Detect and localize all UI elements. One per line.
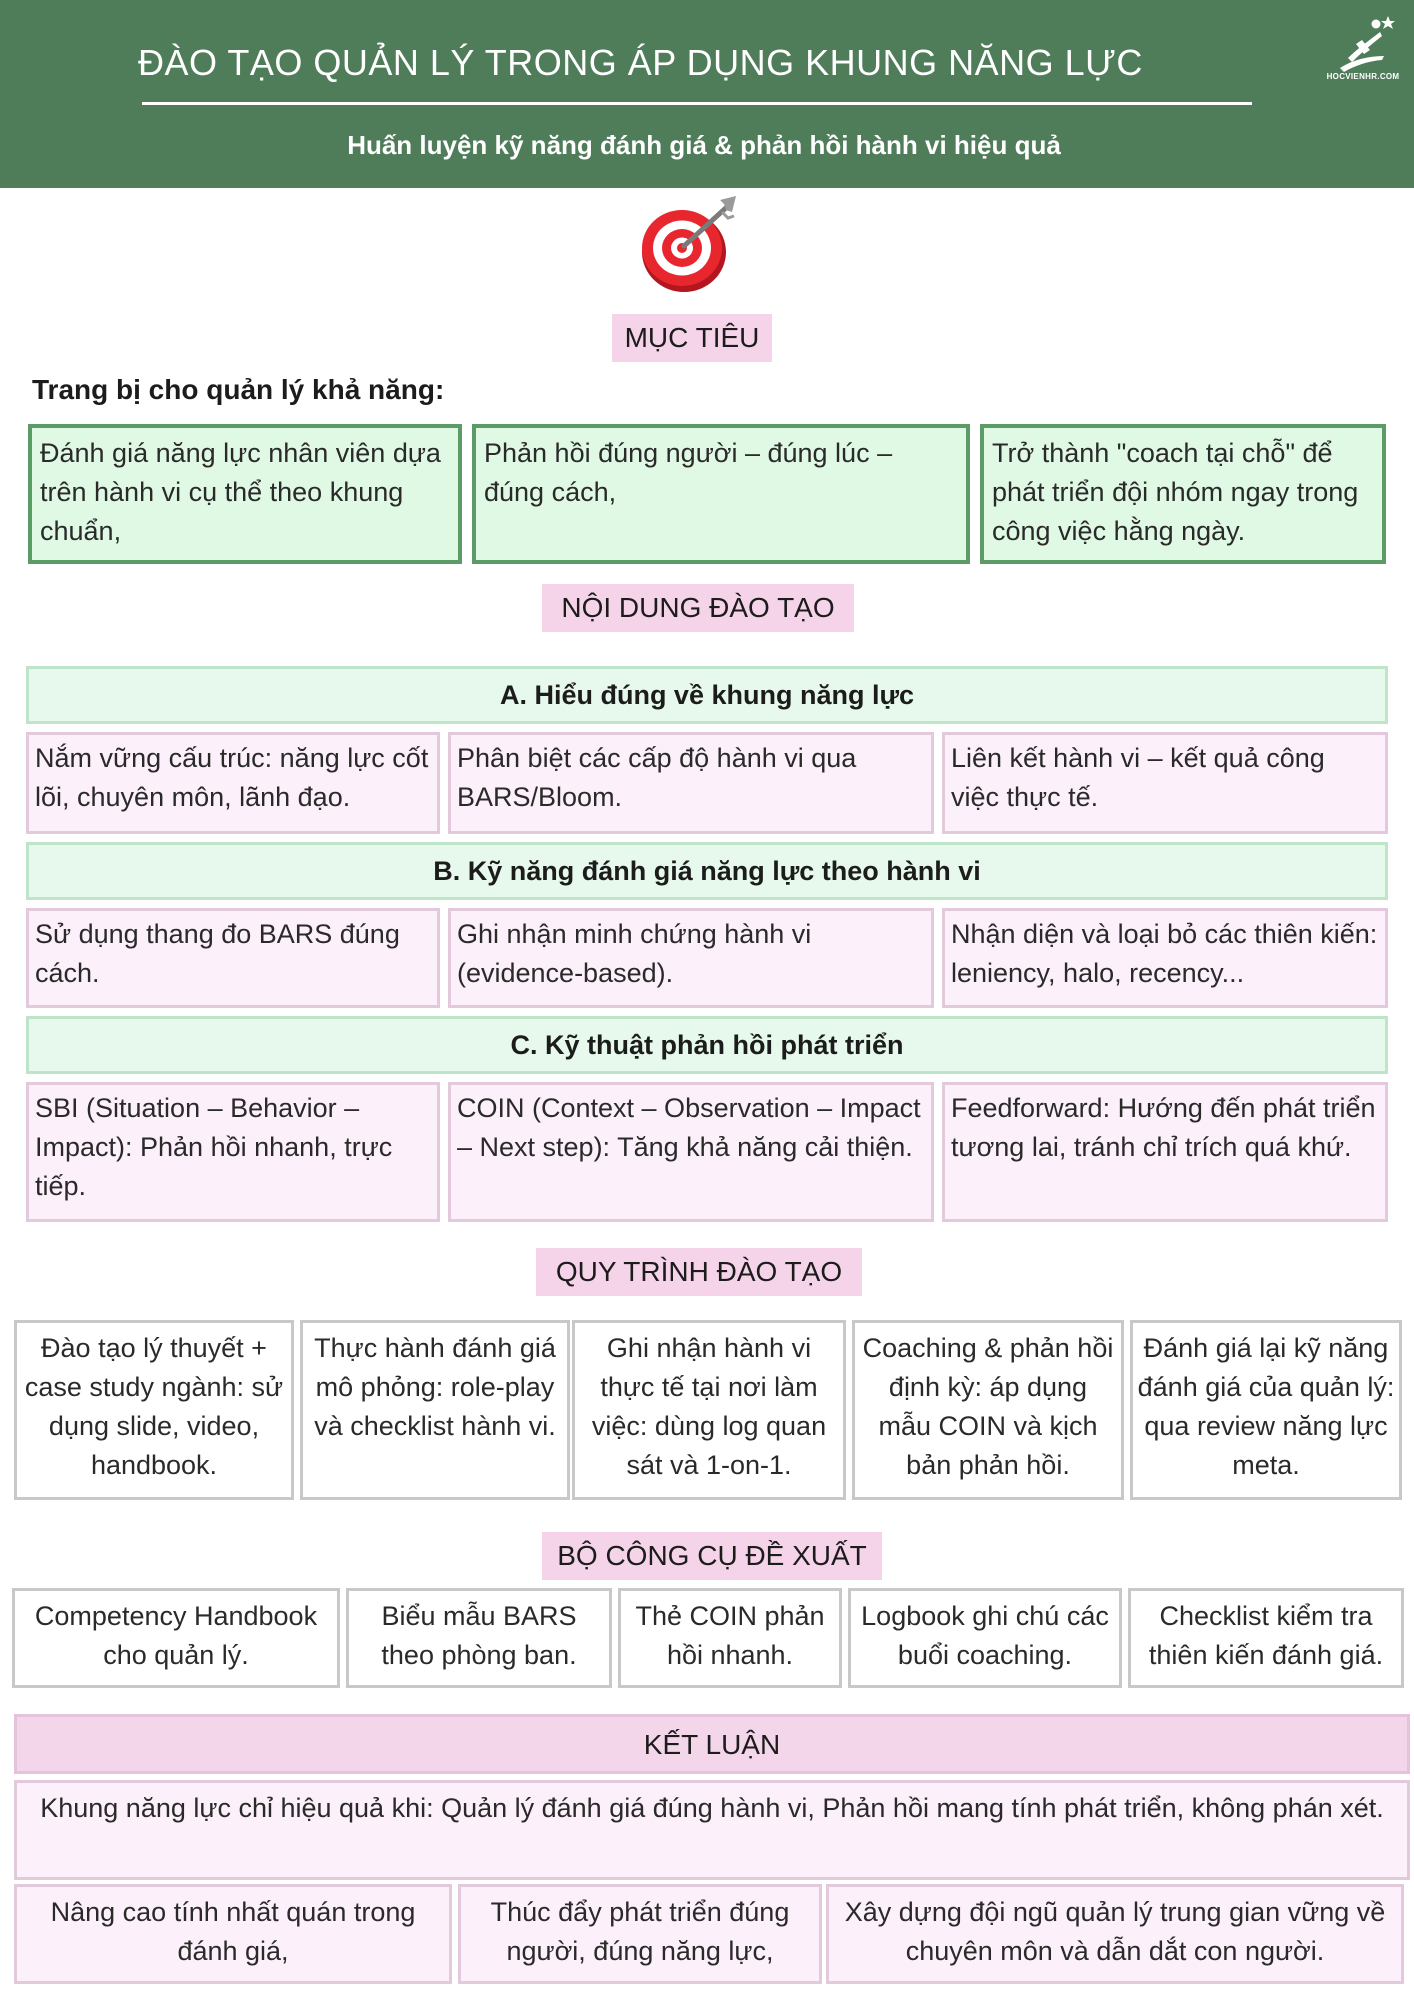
- content-section-heading-b: B. Kỹ năng đánh giá năng lực theo hành vi: [26, 842, 1388, 900]
- conclusion-outcome: Xây dựng đội ngũ quản lý trung gian vững về chuyên môn và dẫn dắt con người.: [826, 1884, 1404, 1984]
- logo-text: HOCVIENHR.COM: [1326, 72, 1400, 81]
- page-subtitle: [0, 130, 1414, 161]
- tools-label: BỘ CÔNG CỤ ĐỀ XUẤT: [542, 1532, 882, 1580]
- process-step: Thực hành đánh giá mô phỏng: role-play và checklist hành vi.: [300, 1320, 570, 1500]
- tool-item: Checklist kiểm tra thiên kiến đánh giá.: [1128, 1588, 1404, 1688]
- content-item: SBI (Situation – Behavior – Impact): Phản hồi nhanh, trực tiếp.: [26, 1082, 440, 1222]
- process-step: Coaching & phản hồi định kỳ: áp dụng mẫu COIN và kịch bản phản hồi.: [852, 1320, 1124, 1500]
- tool-item: Logbook ghi chú các buổi coaching.: [848, 1588, 1122, 1688]
- content-item: COIN (Context – Observation – Impact – Next step): Tăng khả năng cải thiện.: [448, 1082, 934, 1222]
- conclusion-statement: Khung năng lực chỉ hiệu quả khi: Quản lý đánh giá đúng hành vi, Phản hồi mang tính phát triển, không phán xét.: [14, 1780, 1410, 1880]
- content-label: NỘI DUNG ĐÀO TẠO: [542, 584, 854, 632]
- tool-item: Biểu mẫu BARS theo phòng ban.: [346, 1588, 612, 1688]
- content-item: Nhận diện và loại bỏ các thiên kiến: leniency, halo, recency...: [942, 908, 1388, 1008]
- objective-item: Đánh giá năng lực nhân viên dựa trên hành vi cụ thể theo khung chuẩn,: [28, 424, 462, 564]
- objectives-label: MỤC TIÊU: [612, 314, 772, 362]
- conclusion-outcome: Nâng cao tính nhất quán trong đánh giá,: [14, 1884, 452, 1984]
- process-step: Đào tạo lý thuyết + case study ngành: sử dụng slide, video, handbook.: [14, 1320, 294, 1500]
- subtitle-text: Huấn luyện kỹ năng đánh giá & phản hồi hành vi hiệu quả: [347, 130, 1061, 160]
- tool-item: Thẻ COIN phản hồi nhanh.: [618, 1588, 842, 1688]
- objective-item: Trở thành "coach tại chỗ" để phát triển đội nhóm ngay trong công việc hằng ngày.: [980, 424, 1386, 564]
- header-banner: [0, 0, 1414, 188]
- conclusion-outcome: Thúc đẩy phát triển đúng người, đúng năng lực,: [458, 1884, 822, 1984]
- content-section-heading-c: C. Kỹ thuật phản hồi phát triển: [26, 1016, 1388, 1074]
- content-item: Ghi nhận minh chứng hành vi (evidence-based).: [448, 908, 934, 1008]
- content-item: Nắm vững cấu trúc: năng lực cốt lõi, chuyên môn, lãnh đạo.: [26, 732, 440, 834]
- page-title: ĐÀO TẠO QUẢN LÝ TRONG ÁP DỤNG KHUNG NĂNG LỰC: [138, 42, 1143, 83]
- content-item: Sử dụng thang đo BARS đúng cách.: [26, 908, 440, 1008]
- tool-item: Competency Handbook cho quản lý.: [12, 1588, 340, 1688]
- objectives-intro: Trang bị cho quản lý khả năng:: [32, 374, 445, 405]
- conclusion-label: KẾT LUẬN: [14, 1714, 1410, 1774]
- content-item: Phân biệt các cấp độ hành vi qua BARS/Bloom.: [448, 732, 934, 834]
- content-item: Feedforward: Hướng đến phát triển tương lai, tránh chỉ trích quá khứ.: [942, 1082, 1388, 1222]
- objective-item: Phản hồi đúng người – đúng lúc – đúng cách,: [472, 424, 970, 564]
- process-step: Ghi nhận hành vi thực tế tại nơi làm việc: dùng log quan sát và 1-on-1.: [572, 1320, 846, 1500]
- process-label: QUY TRÌNH ĐÀO TẠO: [536, 1248, 862, 1296]
- content-item: Liên kết hành vi – kết quả công việc thực tế.: [942, 732, 1388, 834]
- process-step: Đánh giá lại kỹ năng đánh giá của quản lý: qua review năng lực meta.: [1130, 1320, 1402, 1500]
- content-section-heading-a: A. Hiểu đúng về khung năng lực: [26, 666, 1388, 724]
- header-divider: [142, 102, 1252, 105]
- target-icon: [640, 196, 740, 292]
